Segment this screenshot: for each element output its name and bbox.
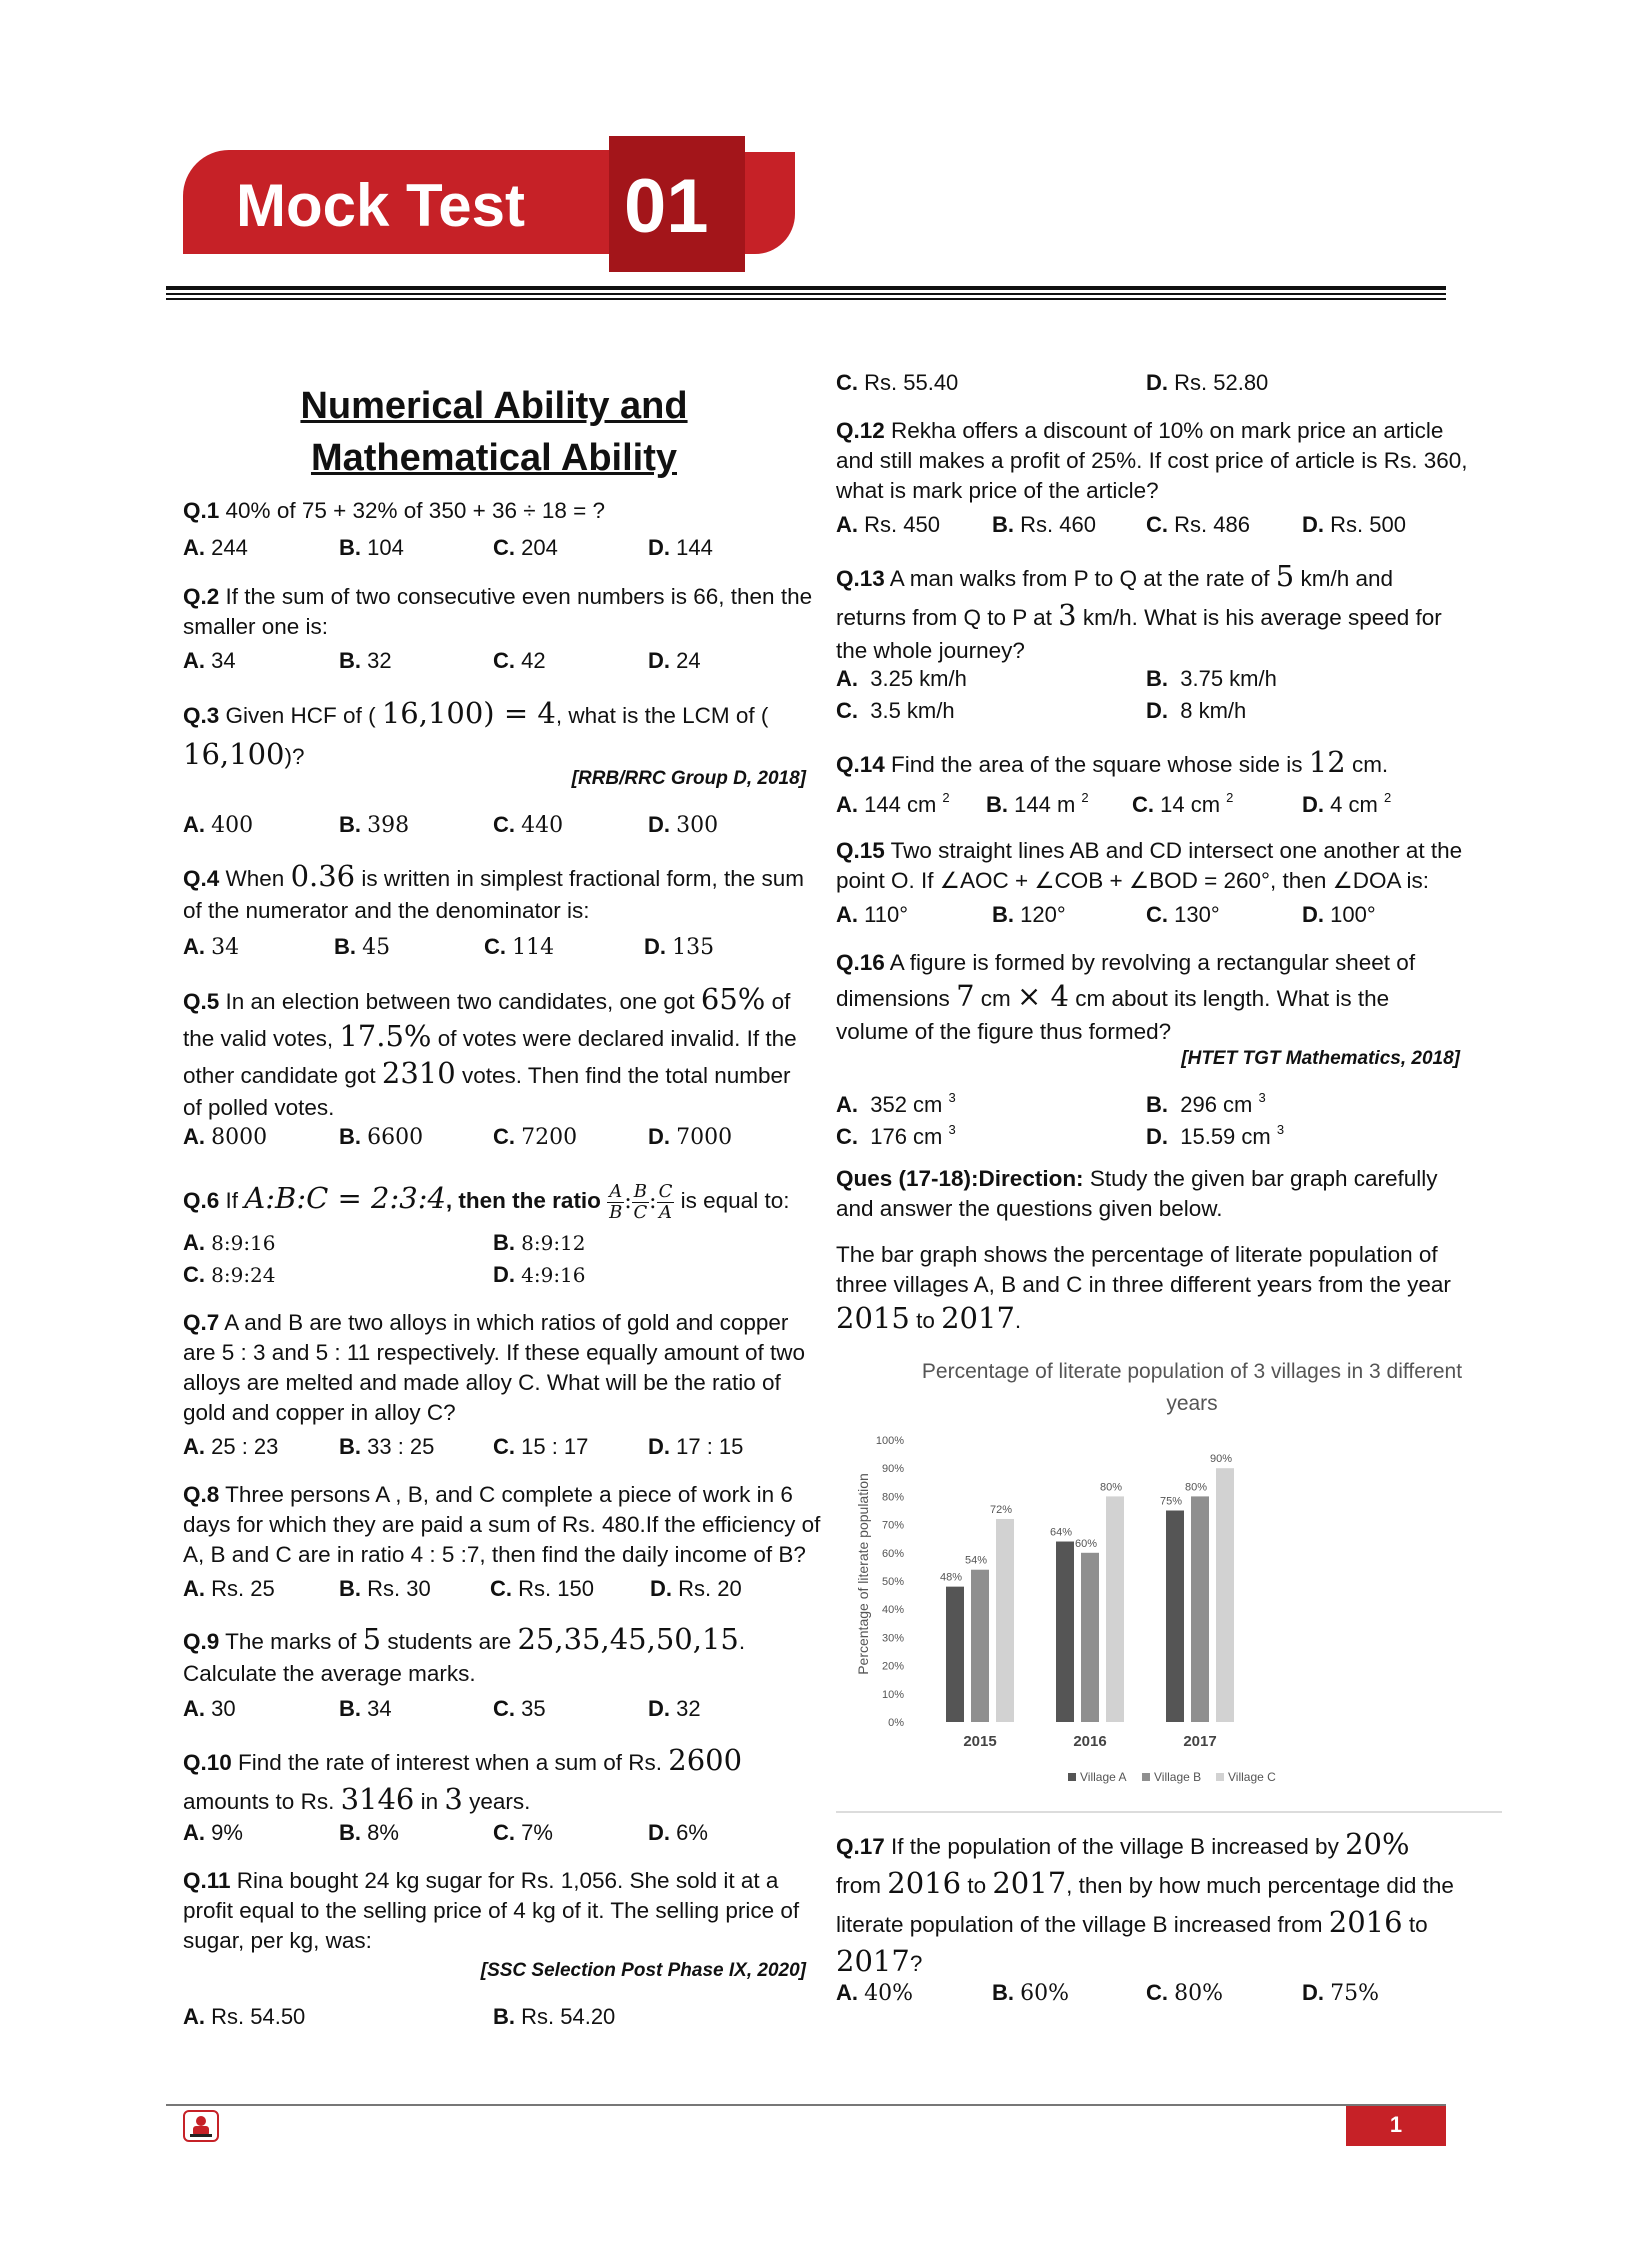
bar-value-label: 80% [1099,1481,1123,1494]
q17-option-b[interactable]: B. 60% [992,1980,1070,2006]
q14-option-d[interactable]: D. 4 cm $^2$ [1302,790,1392,817]
bar-value-label: 54% [964,1554,988,1567]
bar-value-label: 80% [1184,1481,1208,1494]
question-14: Q.14 Find the area of the square whose side is 12 cm. [836,745,1389,779]
legend-swatch [1216,1773,1224,1781]
q3-option-c[interactable]: C. 440 [493,812,564,838]
footer-rule [166,2104,1446,2106]
question-1 [183,496,605,526]
q8-option-a[interactable]: A. Rs. 25 [183,1576,275,1601]
question-2: Q.2 If the sum of two consecutive even numbers is 66, then the smaller one is: [183,584,813,639]
y-tick-label: 60% [881,1547,904,1560]
bar-value-label: 64% [1049,1526,1073,1539]
direction-paragraph: The bar graph shows the percentage of literate population of three villages A, B and C in three different years from the year 2015 to 2017. [836,1242,1451,1335]
q4-option-d[interactable]: D. 135 [644,934,715,960]
bar-village-a-2016 [1056,1542,1074,1722]
q8-option-c[interactable]: C. Rs. 150 [490,1576,594,1601]
q5-option-d[interactable]: D. 7000 [648,1124,733,1150]
x-tick-label: 2015 [963,1733,997,1750]
q1-option-a[interactable]: A. 244 [183,535,248,560]
q14-option-c[interactable]: C. 14 cm $^2$ [1132,790,1234,817]
q5-option-c[interactable]: C. 7200 [493,1124,578,1150]
question-6: Q.6 If A:B:C = 2:3:4, then the ratio $\frac{A}{B}$ : $\frac{B}{C}$ : $\frac{C}{A}$ is equal to: [183,1180,790,1223]
q16-option-a[interactable]: A. 352 cm $^3$ [836,1090,956,1117]
q9-option-a[interactable]: A. 30 [183,1696,236,1721]
q12-option-b[interactable]: B. Rs. 460 [992,512,1096,537]
question-8: Q.8 Three persons A , B, and C complete a piece of work in 6 days for which they are paid a sum of Rs. 480.If the efficiency of A, B and C are in ratio 4 : 5 :7, then find the daily income of B? [183,1482,821,1567]
q12-option-d[interactable]: D. Rs. 500 [1302,512,1406,537]
q1-text: 40% of 75 + 32% of 350 + 36 ÷ 18 = ? [219,498,606,523]
header-rule-thin [166,293,1446,295]
legend-label: Village B [1154,1770,1202,1784]
section-title [170,380,818,484]
q6-option-a[interactable]: A. 8:9:16 [183,1230,276,1255]
y-tick-label: 70% [881,1519,904,1532]
q4-option-b[interactable]: B. 45 [334,934,391,960]
q11-option-c[interactable]: C. Rs. 55.40 [836,370,959,395]
q6-option-d[interactable]: D. 4:9:16 [493,1262,586,1287]
y-tick-label: 100% [875,1435,904,1447]
section-title-line1: Numerical Ability and [300,385,688,427]
q13-option-d[interactable]: D. 8 km/h [1146,698,1247,723]
q14-option-a[interactable]: A. 144 cm $^2$ [836,790,950,817]
q5-option-a[interactable]: A. 8000 [183,1124,268,1150]
y-tick-label: 30% [881,1632,904,1645]
q11-option-d[interactable]: D. Rs. 52.80 [1146,370,1269,395]
mock-test-banner-tail [745,152,795,254]
bar-village-a-2017 [1166,1511,1184,1723]
y-tick-label: 90% [881,1463,904,1476]
y-tick-label: 20% [881,1660,904,1673]
q2-option-c[interactable]: C. 42 [493,648,546,673]
q13-option-b[interactable]: B. 3.75 km/h [1146,666,1277,691]
question-9: Q.9 The marks of 5 students are 25,35,45,50,15. Calculate the average marks. [183,1622,746,1686]
q10-option-c[interactable]: C. 7% [493,1820,553,1845]
q15-option-a[interactable]: A. 110° [836,902,908,927]
question-3: Q.3 Given HCF of ( 16,100) = 4, what is the LCM of ( 16,100)? [183,696,769,771]
q7-option-b[interactable]: B. 33 : 25 [339,1434,435,1459]
q16-option-c[interactable]: C. 176 cm $^3$ [836,1122,956,1149]
q3-option-d[interactable]: D. 300 [648,812,719,838]
chart-legend [1068,1770,1276,1784]
chart-x-axis [963,1733,1216,1750]
q16-option-b[interactable]: B. 296 cm $^3$ [1146,1090,1266,1117]
legend-swatch [1142,1773,1150,1781]
q15-option-b[interactable]: B. 120° [992,902,1066,927]
legend-label: Village A [1080,1770,1127,1784]
q1-number: Q.1 [183,498,220,523]
question-10: Q.10 Find the rate of interest when a sum of Rs. 2600 amounts to Rs. 3146 in 3 years. [183,1743,743,1816]
question-13: Q.13 A man walks from P to Q at the rate of 5 km/h and returns from Q to P at 3 km/h. What is his average speed for the whole journey? [836,559,1442,663]
y-tick-label: 10% [881,1688,904,1701]
q12-option-a[interactable]: A. Rs. 450 [836,512,940,537]
q17-option-a[interactable]: A. 40% [836,1980,914,2006]
chart-ylabel: Percentage of literate population [855,1473,871,1675]
q7-option-a[interactable]: A. 25 : 23 [183,1434,279,1459]
y-tick-label: 0% [888,1717,904,1729]
q11-option-a[interactable]: A. Rs. 54.50 [183,2004,306,2029]
q9-option-b[interactable]: B. 34 [339,1696,392,1721]
bar-village-b-2017 [1191,1496,1209,1722]
q9-option-c[interactable]: C. 35 [493,1696,546,1721]
y-tick-label: 50% [881,1576,904,1588]
q12-option-c[interactable]: C. Rs. 486 [1146,512,1250,537]
chart-y-axis [876,1435,904,1729]
q1-option-b[interactable]: B. 104 [339,535,404,560]
bar-value-label: 48% [939,1571,963,1584]
x-tick-label: 2016 [1073,1733,1107,1750]
bar-value-label: 72% [989,1503,1013,1516]
question-17: Q.17 If the population of the village B increased by 20% from 2016 to 2017, then by how much percentage did the literate population of the village B increased from 2016 to 2017? [836,1827,1454,1978]
q16-source: [HTET TGT Mathematics, 2018] [1181,1048,1460,1069]
direction-17-18: Ques (17-18):Direction: Study the given bar graph carefully and answer the questions given below. [836,1166,1438,1221]
bar-village-c-2015 [996,1519,1014,1722]
q8-option-b[interactable]: B. Rs. 30 [339,1576,431,1601]
q4-option-c[interactable]: C. 114 [484,934,555,960]
header-rule-thin2 [166,298,1446,300]
page-number: 1 [1389,2112,1403,2137]
question-7: Q.7 A and B are two alloys in which ratios of gold and copper are 5 : 3 and 5 : 11 respectively. If these equally amount of two alloys are melted and made alloy C. What will be the ratio of gold and copper in alloy C? [183,1310,806,1425]
q13-option-a[interactable]: A. 3.25 km/h [836,666,967,691]
chart-bars [940,1453,1234,1722]
q11-source: [SSC Selection Post Phase IX, 2020] [480,1960,806,1981]
question-5: Q.5 In an election between two candidates, one got 65% of the valid votes, 17.5% of votes were declared invalid. If the other candidate got 2310 votes. Then find the total number of polled votes. [183,982,797,1120]
q4-option-a[interactable]: A. 34 [183,934,240,960]
bar-village-b-2015 [971,1570,989,1722]
q6-option-c[interactable]: C. 8:9:24 [183,1262,276,1287]
question-11: Q.11 Rina bought 24 kg sugar for Rs. 1,056. She sold it at a profit equal to the selling price of 4 kg of it. The selling price of sugar, per kg, was: [183,1868,800,1953]
q13-option-c[interactable]: C. 3.5 km/h [836,698,955,723]
q2-option-b[interactable]: B. 32 [339,648,392,673]
mock-test-banner-text: Mock Test [236,172,525,239]
q1-option-d[interactable]: D. 144 [648,535,713,560]
bar-village-c-2016 [1106,1496,1124,1722]
bar-value-label: 75% [1159,1495,1183,1508]
bar-value-label: 60% [1074,1537,1098,1550]
question-16: Q.16 A figure is formed by revolving a rectangular sheet of dimensions 7 cm × 4 cm about its length. What is the volume of the figure thus formed? [836,950,1416,1044]
bar-village-b-2016 [1081,1553,1099,1722]
q1-option-c[interactable]: C. 204 [493,535,558,560]
q15-option-c[interactable]: C. 130° [1146,902,1220,927]
q15-option-d[interactable]: D. 100° [1302,902,1376,927]
q3-option-b[interactable]: B. 398 [339,812,410,838]
q14-option-b[interactable]: B. 144 m $^2$ [986,790,1089,817]
q17-option-d[interactable]: D. 75% [1302,1980,1380,2006]
q2-option-d[interactable]: D. 24 [648,648,701,673]
x-tick-label: 2017 [1183,1733,1217,1750]
question-4: Q.4 When 0.36 is written in simplest fractional form, the sum of the numerator and the denominator is: [183,859,805,923]
chart-title-line1: Percentage of literate population of 3 villages in 3 different [921,1360,1463,1383]
q3-option-a[interactable]: A. 400 [183,812,254,838]
q5-option-b[interactable]: B. 6600 [339,1124,424,1150]
header-rule [166,286,1446,290]
legend-swatch [1068,1773,1076,1781]
q10-option-b[interactable]: B. 8% [339,1820,399,1845]
footer-logo-icon [183,2110,219,2142]
q17-option-c[interactable]: C. 80% [1146,1980,1224,2006]
bar-village-c-2017 [1216,1468,1234,1722]
y-tick-label: 80% [881,1491,904,1504]
bar-chart [836,1344,1502,1814]
bar-village-a-2015 [946,1587,964,1722]
legend-label: Village C [1228,1770,1276,1784]
q8-option-d[interactable]: D. Rs. 20 [650,1576,742,1601]
q7-option-c[interactable]: C. 15 : 17 [493,1434,589,1459]
bar-value-label: 90% [1209,1453,1233,1466]
y-tick-label: 40% [881,1604,904,1617]
section-title-line2: Mathematical Ability [310,437,677,479]
mock-test-number: 01 [624,164,709,249]
q7-option-d[interactable]: D. 17 : 15 [648,1434,744,1459]
q10-option-d[interactable]: D. 6% [648,1820,708,1845]
q16-option-d[interactable]: D. 15.59 cm $^3$ [1146,1122,1285,1149]
q2-option-a[interactable]: A. 34 [183,648,236,673]
q9-option-d[interactable]: D. 32 [648,1696,701,1721]
q11-option-b[interactable]: B. Rs. 54.20 [493,2004,616,2029]
q3-source: [RRB/RRC Group D, 2018] [571,768,806,789]
chart-title-line2: years [1166,1392,1218,1415]
question-12: Q.12 Rekha offers a discount of 10% on mark price an article and still makes a profit of 25%. If cost price of article is Rs. 360, what is mark price of the article? [836,418,1468,503]
question-15: Q.15 Two straight lines AB and CD intersect one another at the point O. If ∠AOC + ∠COB + ∠BOD = 260°, then ∠DOA is: [836,838,1463,893]
q6-option-b[interactable]: B. 8:9:12 [493,1230,586,1255]
q10-option-a[interactable]: A. 9% [183,1820,243,1845]
